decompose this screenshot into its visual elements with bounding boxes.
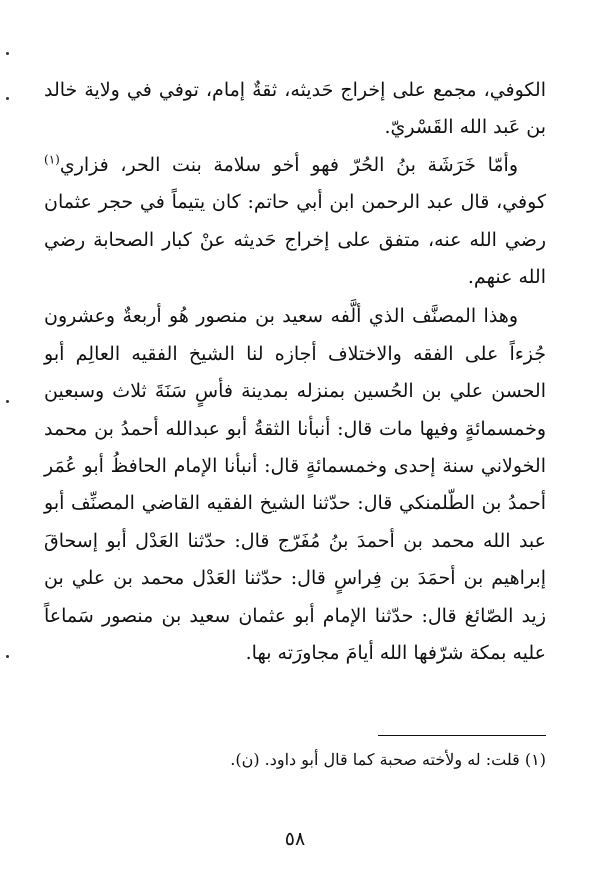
main-text: [44, 72, 546, 673]
paragraph-1: الكوفي، مجمع على إخراج حَديثه، ثقةٌ إمام، توفي في ولاية خالد بن عَبد الله القَسْريّ.: [44, 79, 546, 139]
paragraph-2-text-a: وأمّا خَرَشَة بنُ الحُرّ فهو أخو سلامة بنت الحر، فزاري: [59, 153, 518, 176]
footnote: [44, 748, 546, 772]
footnote-text: قلت: له ولأخته صحبة كما قال أبو داود. (ن).: [230, 750, 520, 769]
paragraph-2-text-b: كوفي، قال عبد الرحمن ابن أبي حاتم: كان يتيماً في حجر عثمان رضي الله عنه، متفق على إخراج حَديثه عنْ كبار الصحابة رضي الله عنهم.: [44, 191, 546, 289]
margin-dot: [6, 400, 9, 403]
margin-dot: [6, 655, 9, 658]
page-number: ٥٨: [284, 828, 306, 850]
paragraph-3: وهذا المصنَّف الذي ألَّفه سعيد بن منصور هُو أربعةٌ وعشرون جُزءاً على الفقه والاختلاف أجازه لنا الشيخ الفقيه العالِم أبو الحسن علي بن الحُسين بمنزله بمدينة فأسٍ سَنَةَ ثلاث وسبعين وخمسمائةٍ وفيها مات قال: أنبأنا الثقةُ أبو عبدالله أحمدُ بن محمد الخولاني سنة إحدى وخمسمائةٍ قال: أنبأنا الإمام الحافظُ أبو عُمَر أحمدُ بن الطّلمنكي قال: حدّثنا الشيخ الفقيه القاضي المصنِّف أبو عبد الله محمد بن أحمدَ بنُ مُفَرّج قال: حدّثنا العَدْل أبو إسحاقَ إبراهيم بن أحمَدَ بن فِراسٍ قال: حدّثنا العَدْل محمد بن علي بن زيد الصّائغ قال: حدّثنا الإمام أبو عثمان سعيد بن منصور سَماعاً عليه بمكة شرّفها الله أيامَ مجاورَته بها.: [44, 305, 547, 665]
footnote-reference: (١): [44, 152, 60, 167]
footnote-separator: [378, 735, 546, 736]
footnote-marker: (١): [524, 750, 546, 769]
margin-dot: [6, 52, 9, 55]
paragraph-2: [44, 147, 546, 297]
margin-dot: [6, 97, 9, 100]
